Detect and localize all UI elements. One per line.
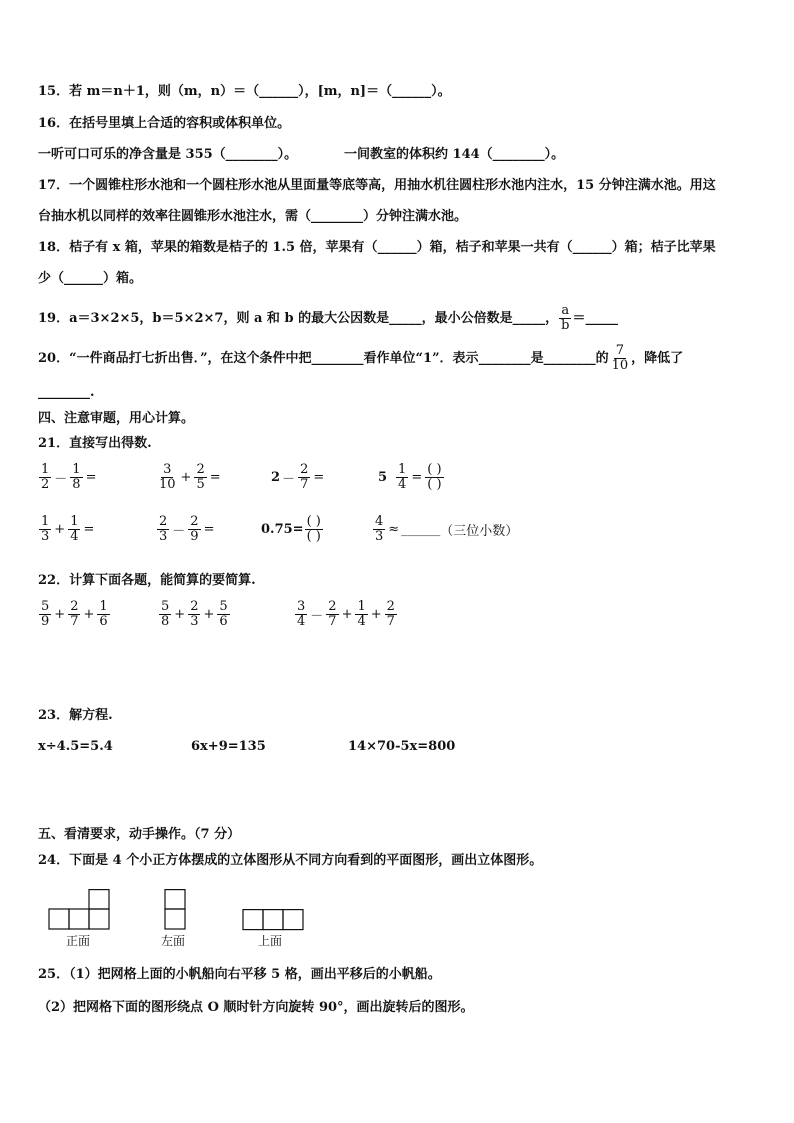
q20-text-end: ，降低了 <box>631 350 684 366</box>
q20-text-mid3: 的 <box>595 350 609 366</box>
left-view-figure <box>164 889 186 931</box>
question-16-title: 16．在括号里填上合适的容积或体积单位。 <box>38 116 291 131</box>
q19-text-mid: ，最小公倍数是 <box>421 310 513 326</box>
q20-text: 20．“一件商品打七折出售．”，在这个条件中把 <box>38 350 312 366</box>
q16b-text: 一间教室的体积约 144（ <box>344 147 493 162</box>
question-16b <box>344 147 564 163</box>
q19-equals: ＝ <box>572 310 586 326</box>
question-24-title: 24．下面是 4 个小正方体摆成的立体图形从不同方向看到的平面图形，画出立体图形。 <box>38 853 543 868</box>
q16b-end: ）。 <box>544 147 565 162</box>
top-view-label: 上面 <box>258 934 283 948</box>
q23-equation-2: 6x+9=135 <box>191 739 266 754</box>
q21-item-8: $\frac{4}{3}$ ≈ ______ （三位小数） <box>375 514 519 544</box>
q21-item-2: $\frac{3}{10}$ + $\frac{2}{5}$ = <box>159 462 221 492</box>
question-19: 19．a＝3×2×5，b＝5×2×7，则 a 和 b 的最大公因数是 _____ ，最小公倍数是 _____ ， $\frac{a}{b}$ ＝ _____ <box>38 303 618 333</box>
q18-end: ）箱。 <box>103 271 143 286</box>
q21-item-5: $\frac{1}{3}$ + $\frac{1}{4}$ = <box>41 514 95 544</box>
q17-text: 台抽水机以同样的效率往圆锥形水池注水，需（ <box>38 209 312 224</box>
q18-text-mid: ）箱，桔子和苹果一共有（ <box>416 240 573 255</box>
q20-blank-2[interactable]: ________ <box>478 350 531 366</box>
q18-blank-1[interactable]: ______ <box>377 240 417 255</box>
q22-expr-1: $\frac{5}{9}$ + $\frac{2}{7}$ + $\frac{1}{6}$ <box>41 599 108 629</box>
q18-blank-3[interactable]: ______ <box>64 271 104 286</box>
q23-equation-1: x÷4.5=5.4 <box>38 739 113 754</box>
q20-fraction: $\frac{7}{10}$ <box>611 343 629 373</box>
question-17-line1: 17．一个圆锥柱形水池和一个圆柱形水池从里面量等底等高，用抽水机往圆柱形水池内注水，15 分钟注满水池。用这 <box>38 178 716 193</box>
question-20-line2 <box>38 385 95 401</box>
question-23-title: 23．解方程. <box>38 708 113 723</box>
section-5-title: 五、看清要求，动手操作。（7 分） <box>38 827 241 842</box>
q15-blank-1[interactable]: ______ <box>259 84 299 99</box>
q20-blank-4[interactable]: ________ <box>38 385 90 400</box>
question-21-title: 21．直接写出得数. <box>38 436 152 451</box>
q21-item-7-answer[interactable]: $\frac{( )}{( )}$ <box>306 514 321 544</box>
q15-text-mid: ），[m，n]＝（ <box>298 84 393 99</box>
question-18-line2 <box>38 271 142 287</box>
q15-text: 15．若 m＝n＋1，则（m，n）＝（ <box>38 84 260 99</box>
q22-expr-3: $\frac{3}{4}$ － $\frac{2}{7}$ + $\frac{1}{4}$ + $\frac{2}{7}$ <box>297 599 395 629</box>
question-15 <box>38 84 451 100</box>
q20-blank-1[interactable]: ________ <box>311 350 364 366</box>
q20-text-mid1: 看作单位“1”．表示 <box>363 350 479 366</box>
q19-fraction: $\frac{a}{b}$ <box>561 303 570 333</box>
q18-blank-2[interactable]: ______ <box>572 240 612 255</box>
q19-blank-2[interactable]: _____ <box>512 310 546 326</box>
q23-equation-3: 14×70-5x=800 <box>348 739 456 754</box>
q16a-end: ）。 <box>277 147 298 162</box>
q22-expr-2: $\frac{5}{8}$ + $\frac{2}{3}$ + $\frac{5}{6}$ <box>161 599 228 629</box>
q21-item-1: $\frac{1}{2}$ － $\frac{1}{8}$ = <box>41 462 97 492</box>
q15-text-end: ）。 <box>431 84 451 99</box>
q20-end: . <box>90 385 95 400</box>
top-view-figure <box>242 909 304 931</box>
question-17-line2 <box>38 209 467 225</box>
q19-text: 19．a＝3×2×5，b＝5×2×7，则 a 和 b 的最大公因数是 <box>38 310 390 326</box>
q16b-blank[interactable]: ________ <box>492 147 545 162</box>
q20-blank-3[interactable]: ________ <box>543 350 596 366</box>
question-16a <box>38 147 297 163</box>
q16a-blank[interactable]: ________ <box>225 147 278 162</box>
q21-item-4: 5 $\frac{1}{4}$ = $\frac{( )}{( )}$ <box>378 462 442 492</box>
q18-text: 18．桔子有 x 箱，苹果的箱数是桔子的 1.5 倍，苹果有（ <box>38 240 378 255</box>
question-22-title: 22．计算下面各题，能简算的要简算. <box>38 573 256 588</box>
section-4-title: 四、注意审题，用心计算。 <box>38 411 195 426</box>
q19-blank-3[interactable]: _____ <box>585 310 618 326</box>
q18-text-end: ）箱；桔子比苹果 <box>611 240 716 255</box>
question-20-line1 <box>38 344 683 373</box>
q21-item-8-blank[interactable]: ______ <box>401 522 441 537</box>
q20-text-mid2: 是 <box>530 350 544 366</box>
question-18-line1 <box>38 240 716 256</box>
q17-end: ）分钟注满水池。 <box>363 209 468 224</box>
q17-blank[interactable]: ________ <box>311 209 364 224</box>
question-25-line1: 25．（1）把网格上面的小帆船向右平移 5 格，画出平移后的小帆船。 <box>38 967 441 982</box>
q15-blank-2[interactable]: ______ <box>392 84 432 99</box>
q16a-text: 一听可口可乐的净含量是 355（ <box>38 147 226 162</box>
q18-text-2: 少（ <box>38 271 65 286</box>
q21-item-4-answer[interactable]: $\frac{( )}{( )}$ <box>427 462 442 492</box>
front-view-figure <box>48 889 110 931</box>
q21-item-7: 0.75= $\frac{( )}{( )}$ <box>261 514 321 544</box>
q21-item-6: $\frac{2}{3}$ － $\frac{2}{9}$ = <box>159 514 215 544</box>
left-view-label: 左面 <box>161 934 186 948</box>
front-view-label: 正面 <box>66 934 91 948</box>
question-25-line2: （2）把网格下面的图形绕点 O 顺时针方向旋转 90°，画出旋转后的图形。 <box>38 1000 474 1015</box>
q21-item-3: 2 － $\frac{2}{7}$ = <box>271 462 325 492</box>
q19-blank-1[interactable]: _____ <box>389 310 422 326</box>
